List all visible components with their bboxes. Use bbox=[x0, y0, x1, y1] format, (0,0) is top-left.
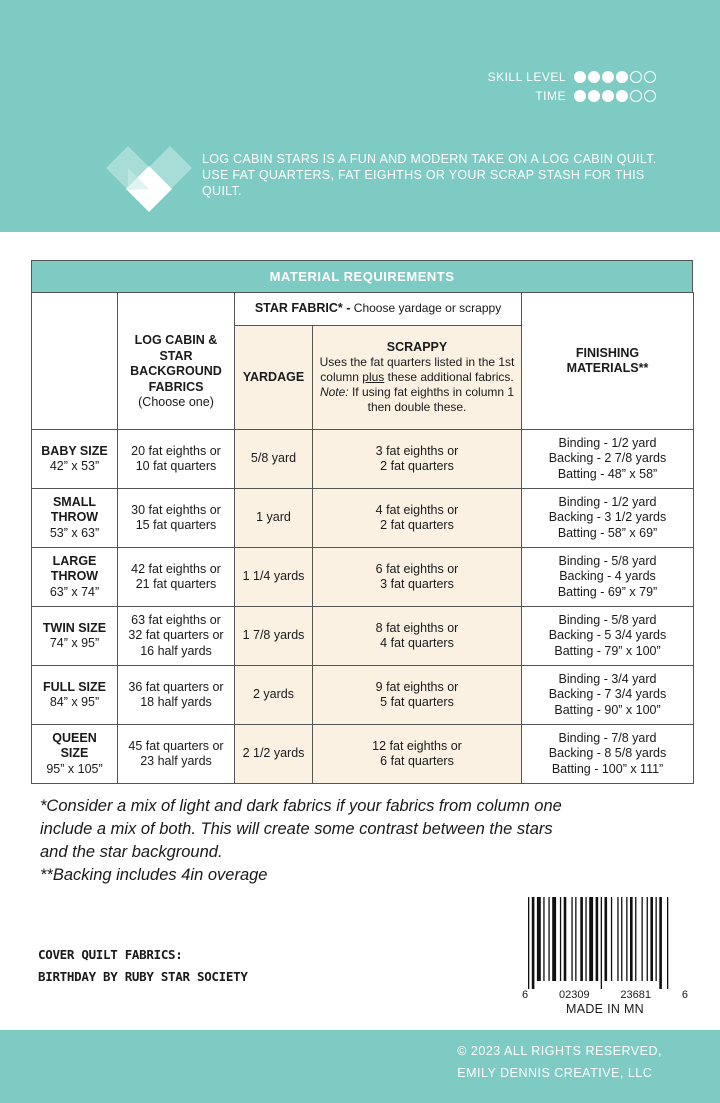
barcode-bar bbox=[537, 897, 541, 981]
log-cabin-cell bbox=[118, 725, 235, 784]
made-in-label: MADE IN MN bbox=[566, 1002, 644, 1016]
log-cabin-cell-line: 23 half yards bbox=[140, 754, 212, 768]
table-title: MATERIAL REQUIREMENTS bbox=[31, 260, 693, 292]
skill-dot-icon bbox=[602, 71, 614, 83]
footnote-line: include a mix of both. This will create some contrast between the stars bbox=[40, 820, 553, 838]
time-dot-icon bbox=[602, 90, 614, 102]
scrappy-cell-line: 12 fat eighths or bbox=[372, 738, 462, 753]
yardage-cell: 2 1/2 yards bbox=[235, 725, 313, 784]
size-name: LARGE THROW bbox=[50, 553, 99, 584]
diamond-heart-logo-icon bbox=[104, 146, 194, 212]
finishing-cell bbox=[522, 607, 694, 666]
scrappy-cell bbox=[313, 430, 522, 489]
barcode-digits bbox=[520, 989, 690, 1001]
footnote bbox=[40, 795, 680, 887]
barcode-bar bbox=[656, 897, 657, 981]
time-dot-icon bbox=[616, 90, 628, 102]
size-dimensions: 74” x 95” bbox=[49, 636, 100, 650]
scrappy-description bbox=[319, 355, 515, 385]
scrappy-cell bbox=[313, 548, 522, 607]
size-cell bbox=[32, 607, 118, 666]
table-row bbox=[32, 489, 694, 548]
finishing-cell-line: Binding - 3/4 yard bbox=[558, 671, 657, 686]
footnote-line: **Backing includes 4in overage bbox=[40, 866, 268, 884]
intro-text: LOG CABIN STARS IS A FUN AND MODERN TAKE ON A LOG CABIN QUILT. USE FAT QUARTERS, FAT EIGHTHS OR YOUR SCRAP STASH FOR THIS QUILT. bbox=[202, 152, 657, 198]
footnote-line: and the star background. bbox=[40, 843, 223, 861]
time-dot-icon bbox=[644, 90, 656, 102]
finishing-cell bbox=[522, 725, 694, 784]
barcode-bar bbox=[585, 897, 586, 981]
yardage-cell: 1 7/8 yards bbox=[235, 607, 313, 666]
finishing-cell bbox=[522, 548, 694, 607]
finishing-cell-line: Batting - 69” x 79” bbox=[557, 584, 658, 599]
cover-line: COVER QUILT FABRICS: bbox=[38, 947, 183, 962]
barcode-bar bbox=[659, 897, 662, 989]
finishing-cell-line: Binding - 5/8 yard bbox=[558, 612, 657, 627]
copyright bbox=[457, 1040, 662, 1084]
finishing-header-label: FINISHING MATERIALS** bbox=[566, 345, 649, 375]
size-dimensions: 95” x 105” bbox=[46, 761, 103, 776]
log-cabin-cell-line: 20 fat eighths or bbox=[131, 443, 221, 458]
log-cabin-cell-line: 15 fat quarters bbox=[135, 518, 217, 532]
barcode-bar bbox=[575, 897, 576, 981]
finishing-cell-line: Batting - 100” x 111” bbox=[551, 761, 664, 776]
barcode-bar bbox=[605, 897, 608, 981]
barcode-digit: 23681 bbox=[620, 989, 651, 1001]
finishing-header bbox=[522, 293, 694, 430]
size-name: FULL SIZE bbox=[43, 679, 106, 694]
time-dot-icon bbox=[630, 90, 642, 102]
size-dimensions: 42” x 53” bbox=[49, 459, 100, 473]
skill-dot-icon bbox=[588, 71, 600, 83]
scrappy-cell-line: 4 fat quarters bbox=[380, 636, 454, 650]
log-cabin-cell-line: 18 half yards bbox=[140, 695, 212, 709]
table-row bbox=[32, 548, 694, 607]
barcode-bar bbox=[596, 897, 599, 981]
barcode-bar bbox=[571, 897, 572, 981]
scrappy-cell-line: 3 fat eighths or bbox=[375, 443, 459, 458]
finishing-cell-line: Backing - 3 1/2 yards bbox=[548, 510, 667, 525]
scrappy-note bbox=[319, 385, 515, 415]
finishing-cell-line: Binding - 1/2 yard bbox=[558, 435, 657, 450]
barcode-bar bbox=[617, 897, 618, 981]
yardage-cell: 2 yards bbox=[235, 666, 313, 725]
yardage-cell: 1 yard bbox=[235, 489, 313, 548]
time-dot-icon bbox=[574, 90, 586, 102]
size-name: QUEEN SIZE bbox=[52, 730, 97, 761]
log-cabin-cell-line: 10 fat quarters bbox=[135, 459, 217, 473]
scrappy-cell bbox=[313, 607, 522, 666]
log-cabin-cell bbox=[118, 607, 235, 666]
skill-level-label: SKILL LEVEL bbox=[487, 69, 566, 84]
barcode-bar bbox=[621, 897, 622, 981]
skill-level-dots bbox=[574, 71, 656, 83]
scrappy-cell bbox=[313, 666, 522, 725]
scrappy-desc-plus: plus bbox=[362, 370, 385, 384]
barcode-bar bbox=[642, 897, 643, 981]
size-dimensions: 84” x 95” bbox=[49, 695, 100, 709]
size-cell bbox=[32, 666, 118, 725]
skill-level-row bbox=[488, 67, 656, 86]
size-name: SMALL THROW bbox=[50, 494, 99, 525]
log-cabin-cell-line: 45 fat quarters or bbox=[128, 738, 224, 753]
table-row bbox=[32, 666, 694, 725]
time-row bbox=[488, 86, 656, 105]
finishing-cell-line: Batting - 48” x 58” bbox=[557, 466, 658, 481]
scrappy-cell bbox=[313, 489, 522, 548]
finishing-cell-line: Binding - 1/2 yard bbox=[558, 494, 657, 509]
barcode bbox=[520, 893, 690, 1001]
barcode-digit: 02309 bbox=[558, 989, 590, 1001]
scrappy-cell-line: 5 fat quarters bbox=[380, 695, 454, 709]
scrappy-cell bbox=[313, 725, 522, 784]
barcode-bar bbox=[560, 897, 561, 981]
size-dimensions: 53” x 63” bbox=[49, 525, 100, 540]
star-fabric-hint: Choose yardage or scrappy bbox=[350, 301, 502, 316]
log-cabin-cell bbox=[118, 430, 235, 489]
finishing-cell bbox=[522, 430, 694, 489]
finishing-cell-line: Binding - 7/8 yard bbox=[558, 730, 657, 745]
skill-dot-icon bbox=[574, 71, 586, 83]
size-dimensions: 63” x 74” bbox=[49, 584, 100, 599]
barcode-bar bbox=[564, 897, 567, 981]
barcode-bar bbox=[552, 897, 556, 981]
cover-quilt-fabrics bbox=[38, 944, 248, 988]
barcode-bar bbox=[543, 897, 544, 981]
time-dot-icon bbox=[588, 90, 600, 102]
finishing-cell-line: Backing - 5 3/4 yards bbox=[548, 628, 667, 643]
log-cabin-cell bbox=[118, 666, 235, 725]
barcode-bar bbox=[667, 897, 668, 989]
log-cabin-cell-line: 16 half yards bbox=[140, 643, 212, 658]
barcode-bar bbox=[630, 897, 633, 981]
finishing-cell-line: Backing - 7 3/4 yards bbox=[548, 687, 667, 702]
finishing-cell-line: Backing - 4 yards bbox=[559, 569, 656, 584]
log-cabin-cell bbox=[118, 548, 235, 607]
table-row bbox=[32, 607, 694, 666]
skill-dot-icon bbox=[644, 71, 656, 83]
star-fabric-header bbox=[235, 293, 522, 326]
finishing-cell-line: Binding - 5/8 yard bbox=[558, 553, 657, 568]
time-label: TIME bbox=[535, 88, 566, 103]
barcode-bar bbox=[626, 897, 627, 981]
size-cell bbox=[32, 725, 118, 784]
cover-line: BIRTHDAY BY RUBY STAR SOCIETY bbox=[38, 969, 248, 984]
barcode-bar bbox=[647, 897, 648, 981]
barcode-bar bbox=[532, 897, 535, 989]
empty-header-cell bbox=[32, 293, 118, 430]
footer-band bbox=[0, 1030, 720, 1103]
scrappy-header bbox=[313, 326, 522, 430]
barcode-digit: 6 bbox=[681, 989, 688, 1001]
barcode-bar bbox=[650, 897, 653, 981]
yardage-header: YARDAGE bbox=[235, 326, 313, 430]
log-cabin-cell-line: 32 fat quarters or bbox=[128, 628, 224, 643]
scrappy-cell-line: 2 fat quarters bbox=[380, 518, 454, 532]
star-fabric-label: STAR FABRIC* - bbox=[254, 301, 351, 316]
yardage-cell: 5/8 yard bbox=[235, 430, 313, 489]
barcode-bar bbox=[580, 897, 583, 981]
scrappy-header-label: SCRAPPY bbox=[386, 340, 448, 354]
scrappy-note-label: Note: bbox=[319, 385, 349, 399]
scrappy-cell-line: 6 fat quarters bbox=[380, 754, 454, 768]
scrappy-cell-line: 4 fat eighths or bbox=[375, 502, 459, 517]
barcode-bar bbox=[528, 897, 529, 989]
barcode-bar bbox=[635, 897, 636, 981]
finishing-cell-line: Batting - 58” x 69” bbox=[557, 525, 658, 540]
scrappy-note-text: If using fat eighths in column 1 then double these. bbox=[348, 385, 515, 414]
table-row bbox=[32, 430, 694, 489]
finishing-cell-line: Batting - 79” x 100” bbox=[554, 643, 661, 658]
header-band bbox=[0, 0, 720, 232]
log-cabin-cell-line: 21 fat quarters bbox=[135, 577, 217, 591]
size-cell bbox=[32, 548, 118, 607]
skill-dot-icon bbox=[630, 71, 642, 83]
barcode-bar bbox=[611, 897, 612, 981]
skill-panel bbox=[488, 67, 656, 105]
table-row bbox=[32, 725, 694, 784]
finishing-cell bbox=[522, 666, 694, 725]
log-cabin-cell-line: 36 fat quarters or bbox=[128, 679, 224, 694]
size-name: BABY SIZE bbox=[41, 443, 108, 458]
copyright-line: EMILY DENNIS CREATIVE, LLC bbox=[457, 1066, 653, 1080]
size-name: TWIN SIZE bbox=[42, 620, 107, 635]
scrappy-desc-2: these additional fabrics. bbox=[384, 370, 514, 384]
size-cell bbox=[32, 430, 118, 489]
barcode-bar bbox=[601, 897, 602, 989]
scrappy-desc-1: Uses the fat quarters listed in the 1st column bbox=[319, 355, 515, 384]
log-cabin-cell-line: 30 fat eighths or bbox=[131, 502, 221, 517]
time-dots bbox=[574, 90, 656, 102]
log-cabin-cell-line: 63 fat eighths or bbox=[131, 612, 221, 627]
yardage-cell: 1 1/4 yards bbox=[235, 548, 313, 607]
skill-dot-icon bbox=[616, 71, 628, 83]
scrappy-cell-line: 2 fat quarters bbox=[380, 459, 454, 473]
log-cabin-cell bbox=[118, 489, 235, 548]
copyright-line: © 2023 ALL RIGHTS RESERVED, bbox=[457, 1044, 662, 1058]
barcode-digit: 6 bbox=[522, 989, 529, 1001]
size-cell bbox=[32, 489, 118, 548]
finishing-cell-line: Backing - 2 7/8 yards bbox=[548, 451, 667, 466]
barcode-bar bbox=[548, 897, 549, 981]
material-requirements-table bbox=[31, 260, 693, 784]
log-cabin-cell-line: 42 fat eighths or bbox=[131, 561, 221, 576]
log-cabin-header-sub: (Choose one) bbox=[138, 395, 214, 410]
finishing-cell-line: Batting - 90” x 100” bbox=[554, 702, 661, 717]
scrappy-cell-line: 6 fat eighths or bbox=[375, 561, 459, 576]
log-cabin-header bbox=[118, 293, 235, 430]
barcode-bar bbox=[589, 897, 593, 981]
scrappy-cell-line: 9 fat eighths or bbox=[375, 679, 459, 694]
finishing-cell bbox=[522, 489, 694, 548]
log-cabin-header-label: LOG CABIN & STAR BACKGROUND FABRICS bbox=[130, 333, 222, 394]
scrappy-cell-line: 3 fat quarters bbox=[380, 577, 454, 591]
barcode-bars-icon bbox=[520, 893, 690, 989]
finishing-cell-line: Backing - 8 5/8 yards bbox=[548, 746, 667, 761]
scrappy-cell-line: 8 fat eighths or bbox=[375, 620, 459, 635]
footnote-line: *Consider a mix of light and dark fabrics if your fabrics from column one bbox=[40, 797, 562, 815]
